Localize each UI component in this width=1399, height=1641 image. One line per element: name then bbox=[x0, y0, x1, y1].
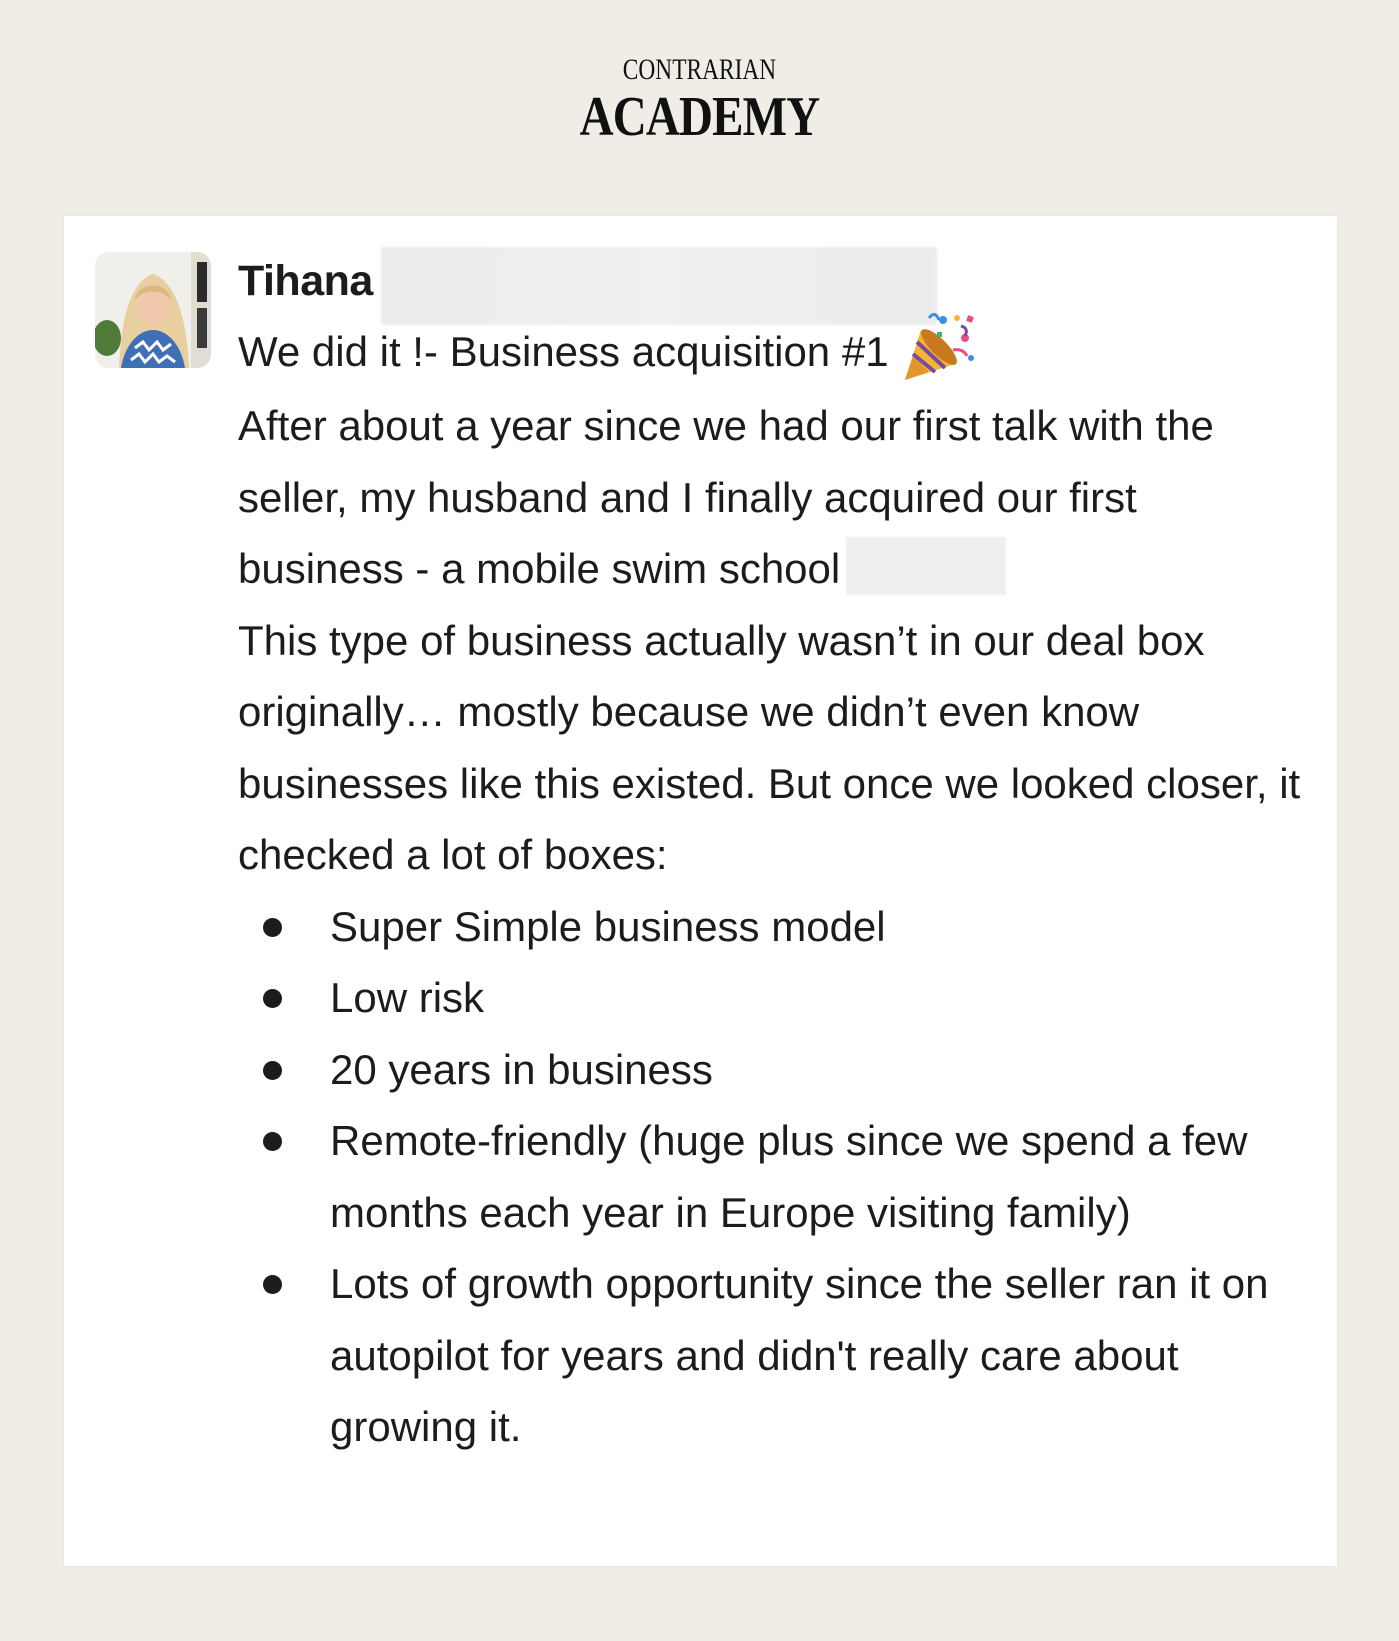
redacted-location bbox=[846, 537, 1006, 595]
bullet-icon bbox=[263, 1132, 282, 1151]
list-item bbox=[238, 891, 1308, 963]
avatar[interactable] bbox=[95, 252, 211, 368]
bullet-icon bbox=[263, 918, 282, 937]
message-paragraph: This type of business actually wasn’t in our deal box originally… mostly because we didn’t even know businesses like this existed. But once we looked closer, it checked a lot of boxes: bbox=[238, 616, 1301, 878]
intro-text: After about a year since we had our first talk with the seller, my husband and I finally acquired our first business - a mobile swim school bbox=[238, 402, 1214, 592]
list-item-text: Lots of growth opportunity since the seller ran it on autopilot for years and didn't really care about growing it. bbox=[330, 1260, 1269, 1450]
bullet-icon bbox=[263, 1275, 282, 1294]
avatar-photo-icon bbox=[95, 252, 211, 368]
party-popper-icon bbox=[899, 310, 977, 386]
headline-text: We did it !- Business acquisition #1 bbox=[238, 328, 889, 376]
message-body bbox=[238, 314, 1308, 1463]
bullet-icon bbox=[263, 989, 282, 1008]
author-row bbox=[238, 251, 937, 311]
list-item bbox=[238, 1248, 1308, 1463]
list-item bbox=[238, 1105, 1308, 1248]
author-name[interactable]: Tihana bbox=[238, 256, 373, 305]
list-item bbox=[238, 962, 1308, 1034]
reasons-list bbox=[238, 891, 1308, 1463]
brand-logo bbox=[0, 53, 1399, 148]
brand-logo-top: CONTRARIAN bbox=[622, 53, 777, 86]
list-item-text: 20 years in business bbox=[330, 1045, 713, 1093]
list-item bbox=[238, 1034, 1308, 1106]
list-item-text: Low risk bbox=[330, 974, 485, 1021]
message-card bbox=[64, 216, 1337, 1566]
list-item-text: Super Simple business model bbox=[330, 902, 886, 950]
bullet-icon bbox=[263, 1061, 282, 1080]
message-headline bbox=[238, 314, 1308, 390]
brand-logo-main: ACADEMY bbox=[579, 86, 820, 148]
list-item-text: Remote-friendly (huge plus since we spend a few months each year in Europe visiting family) bbox=[330, 1117, 1248, 1236]
message-intro bbox=[238, 390, 1308, 605]
